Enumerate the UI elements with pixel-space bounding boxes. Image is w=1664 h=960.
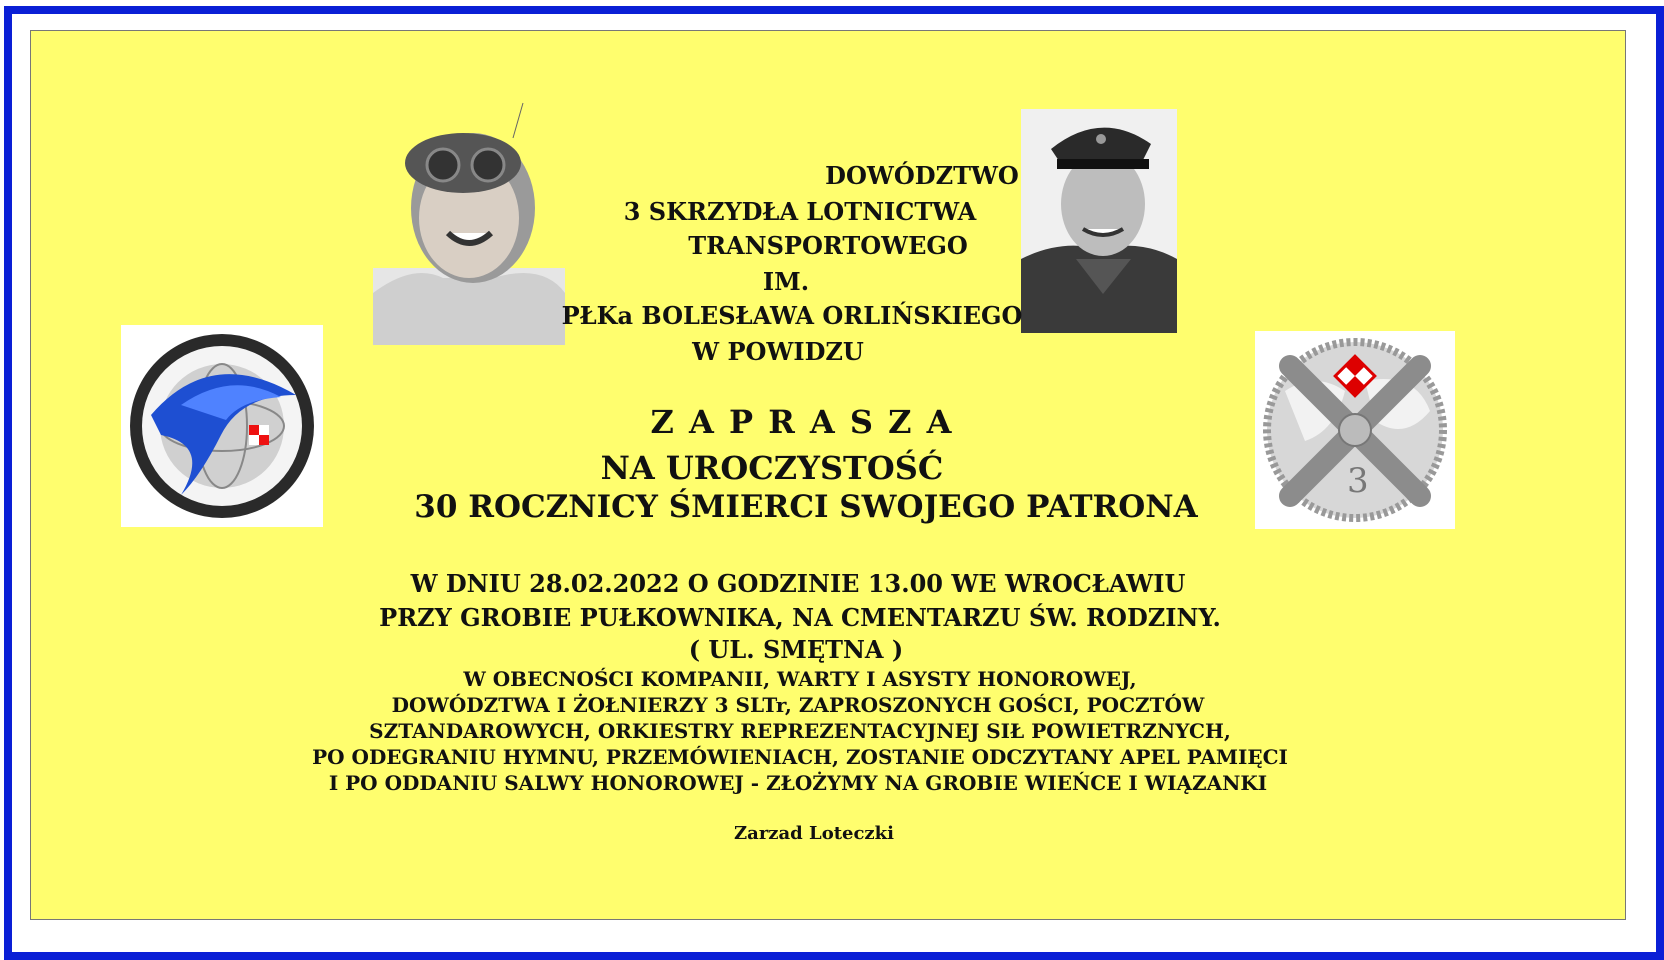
header-line-6: W POWIDZU <box>692 337 864 366</box>
details-line-5: DOWÓDZTWA I ŻOŁNIERZY 3 SLTr, ZAPROSZONYCH GOŚCI, POCZTÓW <box>391 693 1205 717</box>
details-line-4: W OBECNOŚCI KOMPANII, WARTY I ASYSTY HONOROWEJ, <box>463 667 1137 691</box>
badge-digit: 3 <box>1347 461 1369 501</box>
invitation-poster <box>30 30 1626 920</box>
details-line-7: PO ODEGRANIU HYMNU, PRZEMÓWIENIACH, ZOSTANIE ODCZYTANY APEL PAMIĘCI <box>312 745 1288 769</box>
details-line-8: I PO ODDANIU SALWY HONOROWEJ - ZŁOŻYMY NA GROBIE WIEŃCE I WIĄZANKI <box>328 771 1268 795</box>
header-line-4: IM. <box>762 267 810 296</box>
invite-line-2: NA UROCZYSTOŚĆ <box>600 449 944 487</box>
signature: Zarzad Loteczki <box>734 823 894 844</box>
header-line-2: 3 SKRZYDŁA LOTNICTWA <box>623 197 977 226</box>
invite-line-3: 30 ROCZNICY ŚMIERCI SWOJEGO PATRONA <box>414 489 1198 525</box>
details-line-2: PRZY GROBIE PUŁKOWNIKA, NA CMENTARZU ŚW. RODZINY. <box>379 603 1221 632</box>
details-line-1: W DNIU 28.02.2022 O GODZINIE 13.00 WE WROCŁAWIU <box>410 569 1186 598</box>
details-line-3: ( UL. SMĘTNA ) <box>688 635 904 664</box>
header-line-3: TRANSPORTOWEGO <box>688 231 968 260</box>
header-line-5: PŁKa BOLESŁAWA ORLIŃSKIEGO <box>561 301 1023 330</box>
invite-line-1: Z A P R A S Z A <box>650 403 954 441</box>
header-line-1: DOWÓDZTWO <box>825 161 1019 190</box>
details-line-6: SZTANDAROWYCH, ORKIESTRY REPREZENTACYJNEJ SIŁ POWIETRZNYCH, <box>369 719 1231 743</box>
